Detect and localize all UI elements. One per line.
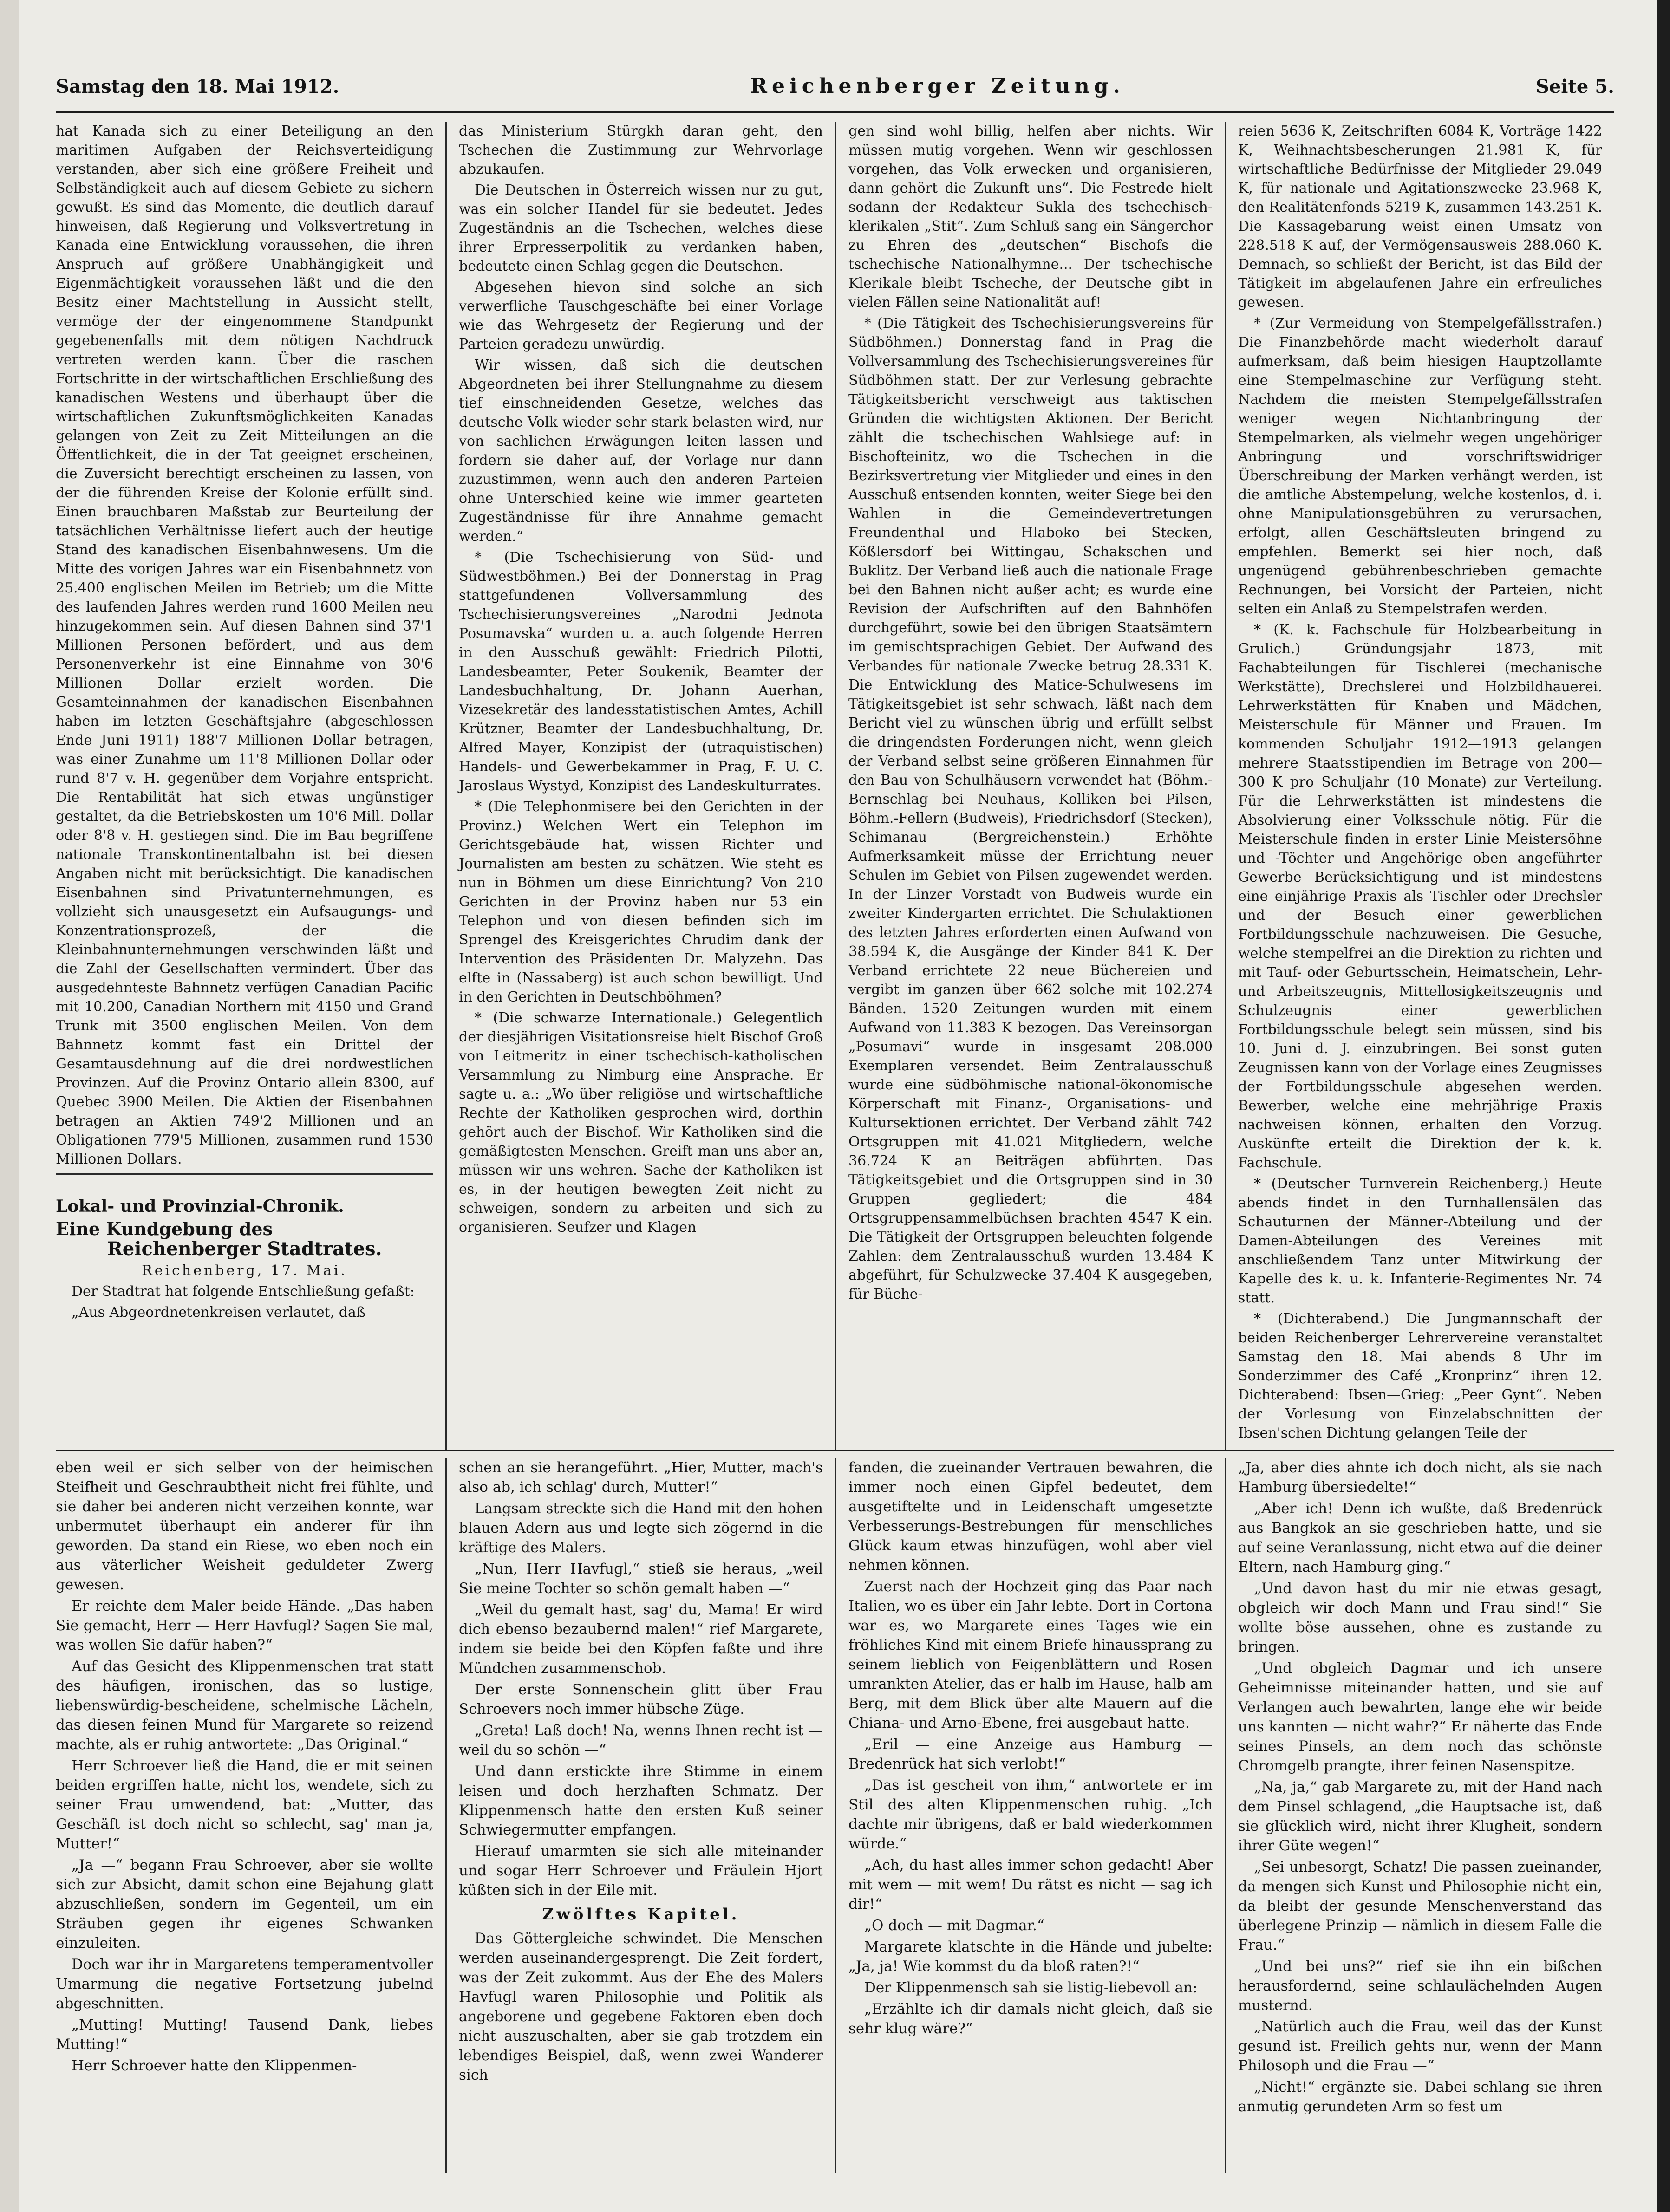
story-paragraph: Herr Schroever ließ die Hand, die er mit seinen beiden ergriffen hatte, nicht los, wendete, sich zu seiner Frau umwendend, bat: „Mutter, das Geschäft ist doch nicht so schlecht, sag' man ja, Mutter!“ [56, 1757, 433, 1852]
column-4 [1225, 122, 1614, 1450]
story-paragraph: Margarete klatschte in die Hände und jubelte: „Ja, ja! Wie kommst du da bloß raten?!“ [848, 1939, 1213, 1975]
page-header [56, 74, 1614, 113]
scan-edge-left [0, 0, 19, 2212]
story-paragraph: Zuerst nach der Hochzeit ging das Paar nach Italien, wo es über ein Jahr lebte. Dort in Cortona war es, wo Margarete eines Tages wie ein fröhliches Kind mit einem Briefe hinaussprang zu seinem lieblich von Feigenblättern und Rosen umrankten Atelier, das er halb im Hause, halb am Berg, mit dem Blick über alte Mauern auf die Chiana- und Arno-Ebene, frei ausgebaut hatte. [848, 1578, 1213, 1731]
article-paragraph: „Aus Abgeordnetenkreisen verlautet, daß [72, 1304, 365, 1321]
story-paragraph: Er reichte dem Maler beide Hände. „Das haben Sie gemacht, Herr — Herr Havfugl? Sagen Sie mal, was wollen Sie dafür haben?“ [56, 1598, 433, 1653]
story-paragraph: „Ja —“ begann Frau Schroever, aber sie wollte sich zur Absicht, damit schon eine Bejahung glatt abzuschließen, sondern im Gegenteil, um ein Sträuben gegen ihr eigenes Schwanken einzuleiten. [56, 1857, 433, 1952]
story-paragraph: „Und obgleich Dagmar und ich unsere Geheimnisse miteinander hatten, und sie auf Verlangen auch bewahrten, lange ehe wir beide uns kannten — nicht wahr?“ Er näherte das Ende seines Pinsels, an dem noch das schönste Chromgelb prangte, ihrer feinen Nasenspitze. [1238, 1660, 1602, 1774]
story-paragraph: „Aber ich! Denn ich wußte, daß Bredenrück aus Bangkok an sie geschrieben hatte, und sie auf seine Veranlassung, nicht etwa auf die deiner Eltern, nach Hamburg ging.“ [1238, 1500, 1602, 1575]
header-page-number: Seite 5. [1535, 76, 1614, 98]
section-heading: Lokal- und Provinzial-Chronik. [56, 1197, 344, 1216]
feuilleton-column-3 [835, 1458, 1225, 2173]
story-paragraph: Der Klippenmensch sah sie listig-liebevoll an: [864, 1979, 1198, 1996]
column-1 [56, 122, 445, 1450]
article-paragraph: reien 5636 K, Zeitschriften 6084 K, Vorträge 1422 K, Weihnachtsbescherungen 21.981 K, für wirtschaftliche Bedürfnisse der Mitglieder 29.049 K, für nationale und Agitationszwecke 23.968 K, den Realitätenfonds 5219 K, zusammen 143.251 K. Die Kassagebarung weist einen Umsatz von 228.518 K auf, der Vermögensausweis 288.060 K. Demnach, so schließt der Bericht, ist das Bild der Tätigkeit im abgelaufenen Jahre ein erfreuliches gewesen. [1238, 123, 1602, 311]
story-paragraph: „O doch — mit Dagmar.“ [864, 1917, 1044, 1934]
article-paragraph: hat Kanada sich zu einer Beteiligung an den maritimen Aufgaben der Reichsverteidigung verstanden, aber sich eine größere Freiheit und Selbständigkeit auch auf diesem Gebiete zu sichern gewußt. Es sind das Momente, die deutlich darauf hinweisen, daß Regierung und Volksvertretung in Kanada eine Entwicklung voraussehen, die ihren Anspruch auf größere Unabhängigkeit und Eigenmächtigkeit voraussehen läßt und die den Besitz einer Machtstellung in Aussicht stellt, vermöge der der eingenommene Standpunkt gegebenenfalls mit dem nötigen Nachdruck vertreten werden kann. Über die raschen Fortschritte in der wirtschaftlichen Erschließung des kanadischen Westens und überhaupt über die wirtschaftlichen Zukunftsmöglichkeiten Kanadas gelangen von Zeit zu Zeit Mitteilungen an die Öffentlichkeit, die in der Tat geeignet erscheinen, die Zuversicht berechtigt erscheinen zu lassen, von der die führenden Kreise der Kolonie erfüllt sind. Einen brauchbaren Maßstab zur Beurteilung der tatsächlichen Verhältnisse liefert auch der heutige Stand des kanadischen Eisenbahnwesens. Um die Mitte des vorigen Jahres war ein Eisenbahnnetz von 25.400 englischen Meilen im Betrieb; um die Mitte des laufenden Jahres werden rund 1600 Meilen neu hinzugekommen sein. Auf diesen Bahnen sind 37'1 Millionen Personen befördert, und aus dem Personenverkehr ist eine Einnahme von 30'6 Millionen Dollar erzielt worden. Die Gesamteinnahmen der kanadischen Eisenbahnen haben im letzten Geschäftsjahre (abgeschlossen Ende Juni 1911) 188'7 Millionen Dollar betragen, was einer Zunahme um 11'8 Millionen Dollar oder rund 8'7 v. H. gegenüber dem Vorjahre entspricht. Die Rentabilität hat sich etwas ungünstiger gestaltet, da die Betriebskosten um 10'6 Mill. Dollar oder 8'8 v. H. gestiegen sind. Die im Bau begriffene nationale Transkontinentalbahn ist bei diesen Angaben nicht mit berücksichtigt. Die kanadischen Eisenbahnen sind Privatunternehmungen, es vollzieht sich unausgesetzt ein Aufsaugungs- und Konzentrationsprozeß, der die Kleinbahnunternehmungen verschwinden läßt und die Zahl der Gesellschaften vermindert. Über das ausgedehnteste Bahnnetz verfügen Canadian Pacific mit 10.200, Canadian Northern mit 4150 und Grand Trunk mit 3500 englischen Meilen. Von dem Bahnnetz kommt fast ein Drittel der Gesamtausdehnung auf die drei nordwestlichen Provinzen. Auf die Provinz Ontario allein 8300, auf Quebec 3900 Meilen. Die Aktien der Eisenbahnen betragen an Aktien 749'2 Millionen und an Obligationen 779'5 Millionen, zusammen rund 1530 Millionen Dollars. [56, 123, 433, 1167]
story-paragraph: Der erste Sonnenschein glitt über Frau Schroevers noch immer hübsche Züge. [459, 1681, 823, 1718]
feuilleton-column-4 [1225, 1458, 1614, 2173]
feuilleton-column-2 [445, 1458, 835, 2173]
story-paragraph: Auf das Gesicht des Klippenmenschen trat statt des häufigen, ironischen, das so lustige, liebenswürdig-bescheidene, schelmische Lächeln, das diesen feinen Mund für Margarete so reizend machte, als er ruhig antwortete: „Das Original.“ [56, 1658, 433, 1753]
story-paragraph: „Greta! Laß doch! Na, wenns Ihnen recht ist — weil du so schön —“ [459, 1722, 823, 1758]
story-paragraph: Und dann erstickte ihre Stimme in einem leisen und doch herzhaften Schmatz. Der Klippenmensch hatte den ersten Kuß seiner Schwiegermutter empfangen. [459, 1763, 823, 1838]
news-item: * (Die schwarze Internationale.) Gelegentlich der diesjährigen Visitationsreise hielt Bischof Groß von Leitmeritz in einer tschechisch-katholischen Versammlung zu Nimburg eine Ansprache. Er sagte u. a.: „Wo über religiöse und wirtschaftliche Rechte der Katholiken gesprochen wird, dorthin gehört auch der Bischof. Wir Katholiken sind die gemäßigtesten Menschen. Greift man uns aber an, müssen wir uns wehren. Sache der Katholiken ist es, in der heutigen bewegten Zeit nicht zu schweigen, sondern zu arbeiten und sich zu organisieren. Seufzer und Klagen [459, 1010, 823, 1236]
story-paragraph: Doch war ihr in Margaretens temperamentvoller Umarmung die negative Fortsetzung jubelnd abgeschnitten. [56, 1956, 433, 2012]
article-paragraph: gen sind wohl billig, helfen aber nichts. Wir müssen mutig vorgehen. Wenn wir geschlossen vorgehen, das Volk erwecken und organisieren, dann gehört die Zukunft uns“. Die Festrede hielt sodann der Redakteur Sukla des tschechisch-klerikalen „Stit“. Zum Schluß sang ein Sängerchor zu Ehren des „deutschen“ Bischofs die tschechische Nationalhymne... Der tschechische Klerikale bleibt Tscheche, der Deutsche gibt in vielen Fällen seine Nationalität auf! [848, 123, 1213, 311]
story-paragraph: „Und davon hast du mir nie etwas gesagt, obgleich wir doch Mann und Frau sind!“ Sie wollte böse aussehen, ohne es zustande zu bringen. [1238, 1580, 1602, 1655]
news-item: * (K. k. Fachschule für Holzbearbeitung in Grulich.) Gründungsjahr 1873, mit Fachabteilungen für Tischlerei (mechanische Werkstätte), Drechslerei und Holzbildhauerei. Lehrwerkstätten für Knaben und Mädchen, Meisterschule für Männer und Frauen. Im kommenden Schuljahr 1912—1913 gelangen mehrere Staatsstipendien im Betrage von 200—300 K pro Schuljahr (10 Monate) zur Verteilung. Für die Lehrwerkstätten ist mindestens die Absolvierung einer Volksschule nötig. Für die Meisterschule finden in erster Linie Meistersöhne und -Töchter und Angehörige oben angeführter Gewerbe Berücksichtigung und ist mindestens eine einjährige Praxis als Tischler oder Drechsler und der Besuch einer gewerblichen Fortbildungsschule nachzuweisen. Die Gesuche, welche stempelfrei an die Direktion zu richten und mit Tauf- oder Geburtsschein, Heimatschein, Lehr- und Arbeitszeugnis, Mittellosigkeitszeugnis und Schulzeugnis einer gewerblichen Fortbildungsschule belegt sein müssen, sind bis 10. Juni d. J. einzubringen. Bei sonst guten Zeugnissen kann von der Vorlage eines Zeugnisses der Fortbildungsschule abgesehen werden. Bewerber, welche eine mehrjährige Praxis nachweisen können, erhalten den Vorzug. Auskünfte erteilt die Direktion der k. k. Fachschule. [1238, 622, 1602, 1171]
scan-edge-right [1657, 0, 1670, 2212]
feuilleton-section [56, 1458, 1614, 2173]
story-paragraph: „Weil du gemalt hast, sag' du, Mama! Er wird dich ebenso bezaubernd malen!“ rief Margarete, indem sie beide bei den Köpfen faßte und ihre Mündchen zusammenschob. [459, 1601, 823, 1677]
story-paragraph: „Nicht!“ ergänzte sie. Dabei schlang sie ihren anmutig gerundeten Arm so fest um [1238, 2079, 1602, 2115]
story-paragraph: schen an sie herangeführt. „Hier, Mutter, mach's also ab, ich schlag' durch, Mutter!“ [459, 1459, 823, 1496]
story-paragraph: Das Göttergleiche schwindet. Die Menschen werden auseinandergesprengt. Die Zeit fordert, was der Zeit zukommt. Aus der Ehe des Malers Havfugl waren Philosophie und Politik als angeborene und gegebene Faktoren eben doch nicht auszuschalten, aber sie gab trotzdem ein lebendiges Beispiel, daß, wenn zwei Wanderer sich [459, 1930, 823, 2083]
article-paragraph: das Ministerium Stürgkh daran geht, den Tschechen die Zustimmung zur Wehrvorlage abzukaufen. [459, 123, 823, 177]
dateline: Reichenberg, 17. Mai. [142, 1262, 347, 1279]
story-paragraph: „Ja, aber dies ahnte ich doch nicht, als sie nach Hamburg übersiedelte!“ [1238, 1459, 1602, 1496]
feuilleton-column-1 [56, 1458, 445, 2173]
story-paragraph: Herr Schroever hatte den Klippenmen- [72, 2057, 357, 2074]
news-item: * (Zur Vermeidung von Stempelgefällsstrafen.) Die Finanzbehörde macht wiederholt darauf aufmerksam, daß beim hiesigen Hauptzollamte eine Stempelmaschine zur Verfügung steht. Nachdem die meisten Stempelgefällsstrafen weniger wegen Nichtanbringung der Stempelmarken, als vielmehr wegen ungehöriger Anbringung und vorschriftswidriger Überschreibung der Marken verhängt werden, ist die amtliche Abstempelung, welche kostenlos, d. i. ohne Manipulationsgebühren zu verursachen, erfolgt, allen Geschäftsleuten bringend zu empfehlen. Bemerkt sei hier noch, daß ungenügend gebührenbeschrieben gemachte Rechnungen, bei Vorsicht der Parteien, nicht selten ein Anlaß zu Stempelstrafen werden. [1238, 315, 1602, 617]
story-paragraph: „Natürlich auch die Frau, weil das der Kunst gesund ist. Freilich gehts nur, wenn der Mann Philosoph und die Frau —“ [1238, 2018, 1602, 2074]
story-paragraph: „Eril — eine Anzeige aus Hamburg — Bredenrück hat sich verlobt!“ [848, 1736, 1213, 1772]
story-paragraph: „Mutting! Mutting! Tausend Dank, liebes Mutting!“ [56, 2017, 433, 2053]
story-paragraph: Hierauf umarmten sie sich alle miteinander und sogar Herr Schroever und Fräulein Hjort küßten sich in der Eile mit. [459, 1843, 823, 1899]
header-date: Samstag den 18. Mai 1912. [56, 76, 339, 98]
news-section [56, 122, 1614, 1451]
story-paragraph: eben weil er sich selber von der heimischen Steifheit und Geschraubtheit nicht frei fühlte, und sie daher bei anderen nicht verzeihen konnte, war unbermutet überhaupt ein anderer für ihn geworden. Da stand ein Riese, wo eben noch ein aus väterlicher Weisheit geduldeter Zwerg gewesen. [56, 1459, 433, 1593]
column-3 [835, 122, 1225, 1450]
story-paragraph: „Erzählte ich dir damals nicht gleich, daß sie sehr klug wäre?“ [848, 2001, 1213, 2037]
news-item: * (Die Telephonmisere bei den Gerichten in der Provinz.) Welchen Wert ein Telephon im Gerichtsgebäude hat, wissen Richter und Journalisten am besten zu schätzen. Wie steht es nun in Böhmen um diese Einrichtung? Von 210 Gerichten in der Provinz haben nur 53 ein Telephon und von diesen befinden sich im Sprengel des Kreisgerichtes Chrudim dank der Intervention des Präsidenten Dr. Malyzehn. Das elfte in (Nassaberg) ist auch schon bewilligt. Und in den Gerichten in Deutschböhmen? [459, 799, 823, 1005]
story-paragraph: „Ach, du hast alles immer schon gedacht! Aber mit wem — mit wem! Du rätst es nicht — sag ich dir!“ [848, 1857, 1213, 1913]
article-paragraph: Wir wissen, daß sich die deutschen Abgeordneten bei ihrer Stellungnahme zu diesem tief einschneidenden Gesetze, welches das deutsche Volk wieder sehr stark belasten wird, nur von sachlichen Erwägungen leiten lassen und fordern sie daher auf, der Vorlage nur dann zuzustimmen, wenn auch den anderen Parteien ohne Unterschied keine wie immer gearteten Zugeständnisse für ihre Annahme gemacht werden.“ [459, 357, 823, 545]
article-paragraph: Abgesehen hievon sind solche an sich verwerfliche Tauschgeschäfte bei einer Vorlage wie das Wehrgesetz der Regierung und der Parteien geradezu unwürdig. [459, 279, 823, 352]
article-paragraph: Der Stadtrat hat folgende Entschließung gefaßt: [72, 1283, 415, 1300]
column-2 [445, 122, 835, 1450]
story-paragraph: „Und bei uns?“ rief sie ihn ein bißchen herausfordernd, seine schlaulächelnden Augen musternd. [1238, 1958, 1602, 2014]
story-paragraph: „Sei unbesorgt, Schatz! Die passen zueinander, da mengen sich Kunst und Philosophie nicht ein, da bleibt der gesunde Menschenverstand das überlegene Prinzip — nämlich in diesem Falle die Frau.“ [1238, 1859, 1602, 1953]
chapter-heading: Zwölftes Kapitel. [542, 1905, 740, 1924]
article-title: Eine Kundgebung des [56, 1218, 273, 1239]
article-paragraph: Die Deutschen in Österreich wissen nur zu gut, was ein solcher Handel für sie bedeutet. Jedes Zugeständnis an die Tschechen, welches diese ihrer Erpresserpolitik zu verdanken haben, bedeutete einen Schlag gegen die Deutschen. [459, 182, 823, 274]
news-item: * (Deutscher Turnverein Reichenberg.) Heute abends findet in den Turnhallensälen das Schauturnen der Männer-Abteilung und der Damen-Abteilungen des Vereines mit anschließendem Tanz unter Mitwirkung der Kapelle des k. u. k. Infanterie-Regimentes Nr. 74 statt. [1238, 1176, 1602, 1306]
section-divider [56, 1173, 433, 1175]
header-masthead: Reichenberger Zeitung. [750, 74, 1125, 98]
article-subtitle: Reichenberger Stadtrates. [107, 1238, 382, 1260]
news-item: * (Die Tätigkeit des Tschechisierungsvereins für Südböhmen.) Donnerstag fand in Prag die Vollversammlung des Tschechisierungsvereines für Südböhmen statt. Der zur Verlesung gebrachte Tätigkeitsbericht verschweigt aus taktischen Gründen die wichtigsten Aktionen. Der Bericht zählt die tschechischen Wahlsiege auf: in Bischofteinitz, wo die Tschechen in die Bezirksvertretung vier Mitglieder und eines in den Ausschuß entsenden konnten, weiter Siege bei den Wahlen in die Gemeindevertretungen Freundenthal und Hlaboko bei Stecken, Kößlersdorf bei Wittingau, Schakschen und Buklitz. Der Verband ließ auch die nationale Frage bei den Bahnen nicht außer acht; es wurde eine Revision der Aufschriften auf den Bahnhöfen durchgeführt, sowie bei den übrigen Staatsämtern im gemischtsprachigen Gebiet. Der Aufwand des Verbandes für nationale Zwecke betrug 28.331 K. Die Entwicklung des Matice-Schulwesens im Tätigkeitsgebiet ist sehr schwach, läßt nach dem Bericht viel zu wünschen übrig und erfüllt selbst die dringendsten Forderungen nicht, wenn gleich der Verband selbst seine größeren Einnahmen für den Bau von Schulhäusern verwendet hat (Böhm.-Bernschlag bei Neuhaus, Kolliken bei Pilsen, Böhm.-Fellern (Budweis), Friedrichsdorf (Stecken), Schimanau (Bergreichenstein.) Erhöhte Aufmerksamkeit müsse der Errichtung neuer Schulen im Gebiet von Pilsen zugewendet werden. In der Linzer Vorstadt von Budweis wurde ein zweiter Kindergarten errichtet. Die Schulaktionen des letzten Jahres erforderten einen Aufwand von 38.594 K, die Ausgänge der Kinder 841 K. Der Verband errichtete 22 neue Büchereien und vergibt im ganzen über 662 solche mit 102.274 Bänden. 1520 Zeitungen wurden mit einem Aufwand von 11.383 K bezogen. Das Vereinsorgan „Posumavi“ wurde in insgesamt 208.000 Exemplaren versendet. Beim Zentralausschuß wurde eine südböhmische national-ökonomische Körperschaft mit Finanz-, Organisations- und Kultursektionen errichtet. Der Verband zählt 742 Ortsgruppen mit 41.021 Mitgliedern, welche 36.724 K an Beiträgen abführten. Das Tätigkeitsgebiet und die Ortsgruppen sind in 30 Gruppen gegliedert; die 484 Ortsgruppensammelbüchsen brachten 4547 K ein. Die Tätigkeit der Ortsgruppen beleuchten folgende Zahlen: dem Zentralausschuß wurden 13.484 K abgeführt, für Schulzwecke 37.404 K ausgegeben, für Büche- [848, 315, 1213, 1302]
story-paragraph: fanden, die zueinander Vertrauen bewahren, die immer noch einen Gipfel bedeutet, dem ausgetiftelte und in Leidenschaft umgesetzte Verbesserungs-Bestrebungen für menschliches Glück kaum etwas hinzufügen, wohl aber viel nehmen können. [848, 1459, 1213, 1574]
story-paragraph: Langsam streckte sich die Hand mit den hohen blauen Adern aus und legte sich zögernd in die kräftige des Malers. [459, 1500, 823, 1556]
news-item: * (Die Tschechisierung von Süd- und Südwestböhmen.) Bei der Donnerstag in Prag stattgefundenen Vollversammlung des Tschechisierungsvereines „Narodni Jednota Posumavska“ wurden u. a. auch folgende Herren in den Ausschuß gewählt: Friedrich Pilotti, Landesbeamter, Peter Soukenik, Beamter der Landesbuchhaltung, Dr. Johann Auerhan, Vizesekretär des landesstatistischen Amtes, Achill Krützner, Beamter der Landesbuchhaltung, Dr. Alfred Mayer, Konzipist der (utraquistischen) Handels- und Gewerbekammer in Prag, F. U. C. Jaroslaus Wystyd, Konzipist des Landeskulturrates. [459, 549, 823, 794]
news-item: * (Dichterabend.) Die Jungmannschaft der beiden Reichenberger Lehrervereine veranstaltet Samstag den 18. Mai abends 8 Uhr im Sonderzimmer des Café „Kronprinz“ ihren 12. Dichterabend: Ibsen—Grieg: „Peer Gynt“. Neben der Vorlesung von Einzelabschnitten der Ibsen'schen Dichtung gelangen Teile der [1238, 1311, 1602, 1441]
story-paragraph: „Na, ja,“ gab Margarete zu, mit der Hand nach dem Pinsel schlagend, „die Hauptsache ist, daß sie glücklich wird, nicht ihrer Klugheit, sondern ihrer Güte wegen!“ [1238, 1779, 1602, 1854]
story-paragraph: „Nun, Herr Havfugl,“ stieß sie heraus, „weil Sie meine Tochter so schön gemalt haben —“ [459, 1561, 823, 1597]
story-paragraph: „Das ist gescheit von ihm,“ antwortete er im Stil des alten Klippenmenschen ruhig. „Ich dachte mir übrigens, daß er bald wiederkommen würde.“ [848, 1777, 1213, 1852]
